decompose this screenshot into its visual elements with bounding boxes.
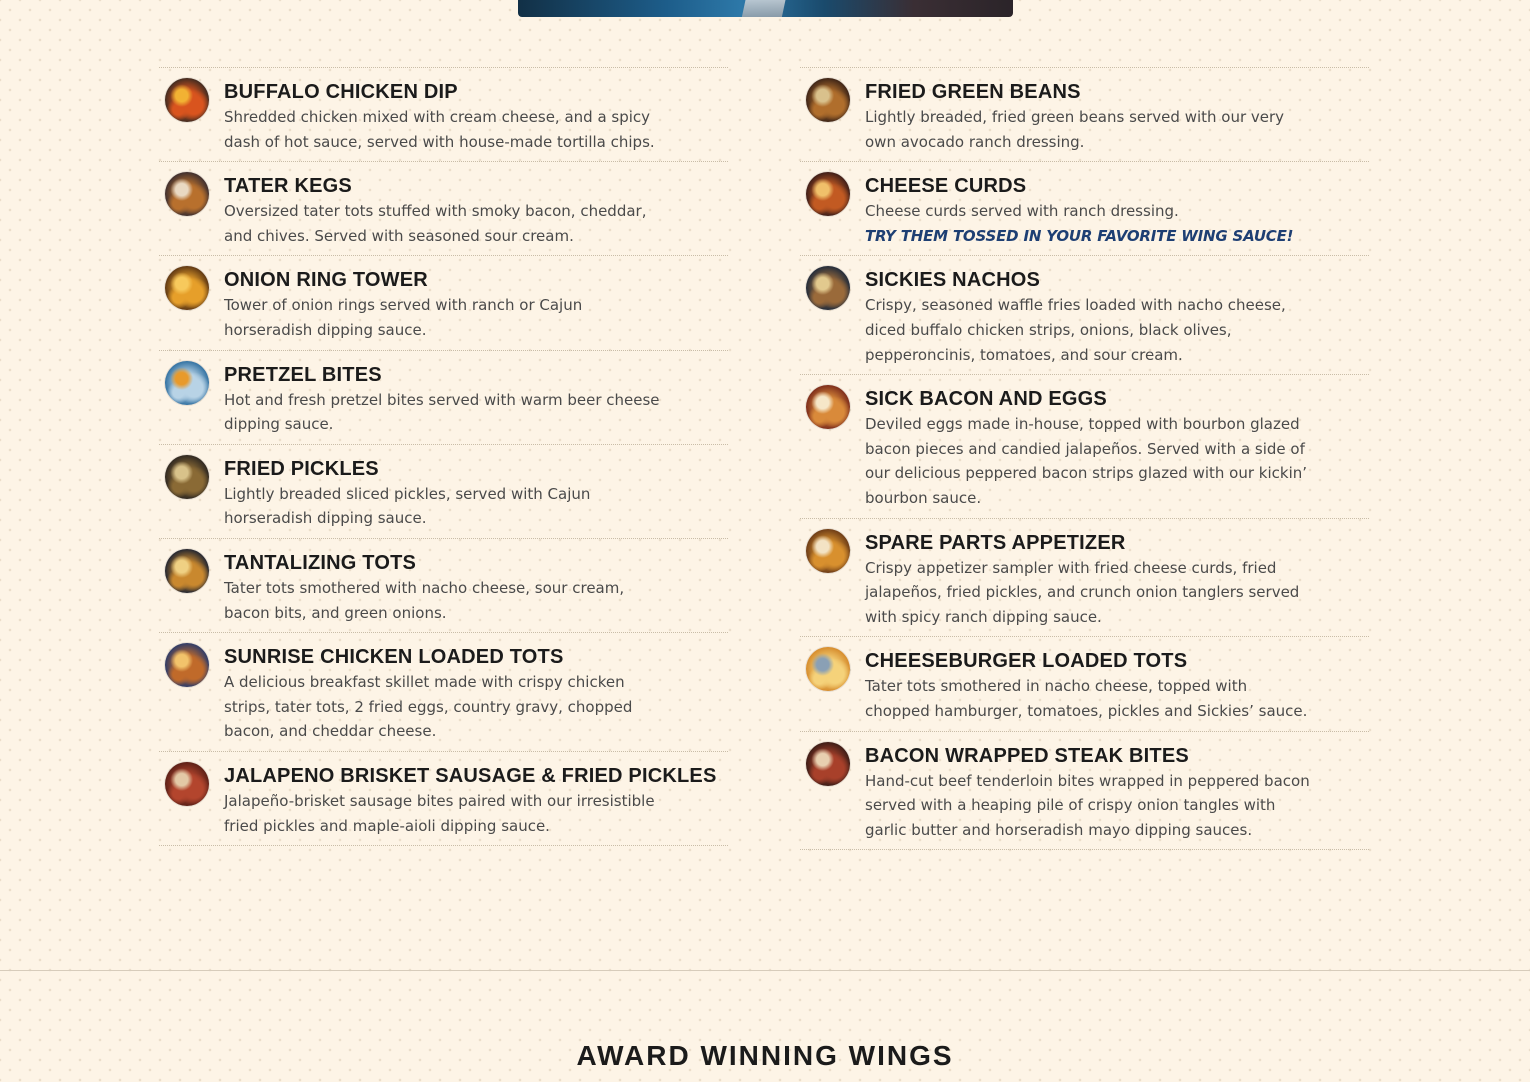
menu-item-bacon-wrapped-steak-bites <box>800 731 1369 851</box>
menu-item-description: Hot and fresh pretzel bites served with warm beer cheese dipping sauce. <box>224 390 660 434</box>
menu-item-title: BUFFALO CHICKEN DIP <box>224 81 458 103</box>
hero-photo <box>518 0 1013 17</box>
food-thumbnail-icon[interactable] <box>165 549 209 593</box>
menu-item-description: Shredded chicken mixed with cream cheese, and a spicy dash of hot sauce, served with house-made tortilla chips. <box>224 108 655 151</box>
menu-item-tater-kegs <box>159 161 728 255</box>
menu-item-fried-green-beans <box>800 67 1369 161</box>
menu-item-tantalizing-tots <box>159 538 728 632</box>
menu-item-title: BACON WRAPPED STEAK BITES <box>865 744 1189 767</box>
menu-item-title: FRIED PICKLES <box>224 457 379 480</box>
menu-item-sickies-nachos <box>800 255 1369 374</box>
food-thumbnail-icon[interactable] <box>806 529 850 573</box>
section-divider <box>0 970 1530 971</box>
menu-item-title: SUNRISE CHICKEN LOADED TOTS <box>224 646 564 669</box>
menu-item-description: Hand-cut beef tenderloin bites wrapped in peppered bacon served with a heaping pile of crispy onion tangles with garlic butter and horseradish mayo dipping sauces. <box>865 771 1310 839</box>
menu-item-title: CHEESEBURGER LOADED TOTS <box>865 650 1188 673</box>
menu-item-description: Crispy appetizer sampler with fried cheese curds, fried jalapeños, fried pickles, and crunch onion tanglers served with spicy ranch dipping sauce. <box>865 558 1300 626</box>
menu-item-jalapeno-brisket-sausage-and-fried-pickles <box>159 751 728 846</box>
menu-item-title: ONION RING TOWER <box>224 269 428 292</box>
menu-item-fried-pickles <box>159 444 728 538</box>
menu-item-sick-bacon-and-eggs <box>800 374 1369 517</box>
menu-item-description: Tater tots smothered in nacho cheese, topped with chopped hamburger, tomatoes, pickles and Sickies’ sauce. <box>865 677 1308 720</box>
menu-item-title: JALAPENO BRISKET SAUSAGE & FRIED PICKLES <box>224 764 717 787</box>
menu-item-description: Lightly breaded, fried green beans served with our very own avocado ranch dressing. <box>865 108 1285 151</box>
menu-column-right <box>800 67 1369 850</box>
menu-item-description: Oversized tater tots stuffed with smoky bacon, cheddar, and chives. Served with seasoned sour cream. <box>224 202 647 245</box>
food-thumbnail-icon[interactable] <box>165 762 209 806</box>
menu-item-title: TATER KEGS <box>224 175 352 198</box>
menu-item-cheese-curds <box>800 161 1369 255</box>
menu-item-buffalo-chicken-dip <box>159 67 728 161</box>
menu-item-pretzel-bites <box>159 350 728 444</box>
menu-item-onion-ring-tower <box>159 255 728 349</box>
food-thumbnail-icon[interactable] <box>806 647 850 691</box>
hero-photo-detail <box>742 0 786 17</box>
menu-item-description: Crispy, seasoned waffle fries loaded with nacho cheese, diced buffalo chicken strips, onions, black olives, pepperoncinis, tomatoes, and sour cream. <box>865 296 1286 364</box>
food-thumbnail-icon[interactable] <box>165 172 209 216</box>
section-heading-wings: AWARD WINNING WINGS <box>576 1040 954 1071</box>
menu-item-sunrise-chicken-loaded-tots <box>159 632 728 751</box>
menu-item-title: CHEESE CURDS <box>865 175 1027 198</box>
menu-item-description: Lightly breaded sliced pickles, served with Cajun horseradish dipping sauce. <box>224 484 591 528</box>
menu-item-spare-parts-appetizer <box>800 518 1369 637</box>
menu-item-description: Tower of onion rings served with ranch or Cajun horseradish dipping sauce. <box>224 296 583 339</box>
menu-item-title: TANTALIZING TOTS <box>224 551 417 574</box>
menu-item-note: TRY THEM TOSSED IN YOUR FAVORITE WING SAUCE! <box>865 226 1294 245</box>
menu-item-description: A delicious breakfast skillet made with crispy chicken strips, tater tots, 2 fried eggs, country gravy, chopped bacon, and cheddar cheese. <box>224 673 633 741</box>
menu-item-title: FRIED GREEN BEANS <box>865 81 1081 103</box>
menu-item-description: Tater tots smothered with nacho cheese, sour cream, bacon bits, and green onions. <box>224 578 625 622</box>
food-thumbnail-icon[interactable] <box>165 455 209 499</box>
food-thumbnail-icon[interactable] <box>165 361 209 405</box>
menu-item-title: SICK BACON AND EGGS <box>865 388 1107 411</box>
food-thumbnail-icon[interactable] <box>806 266 850 310</box>
menu-item-cheeseburger-loaded-tots <box>800 636 1369 730</box>
food-thumbnail-icon[interactable] <box>806 172 850 216</box>
menu-item-title: SICKIES NACHOS <box>865 269 1041 292</box>
menu-item-title: PRETZEL BITES <box>224 363 382 386</box>
menu-item-title: SPARE PARTS APPETIZER <box>865 531 1126 554</box>
menu-column-left <box>159 67 728 846</box>
food-thumbnail-icon[interactable] <box>165 643 209 687</box>
menu-item-description: Cheese curds served with ranch dressing. <box>865 202 1179 221</box>
food-thumbnail-icon[interactable] <box>806 742 850 786</box>
food-thumbnail-icon[interactable] <box>806 78 850 122</box>
food-thumbnail-icon[interactable] <box>165 266 209 310</box>
food-thumbnail-icon[interactable] <box>806 385 850 429</box>
menu-item-description: Deviled eggs made in-house, topped with bourbon glazed bacon pieces and candied jalapeños. Served with a side of our delicious peppered bacon strips glazed with our kickin’ bourbon sauce. <box>865 415 1308 507</box>
menu-item-description: Jalapeño-brisket sausage bites paired with our irresistible fried pickles and maple-aioli dipping sauce. <box>224 791 655 835</box>
food-thumbnail-icon[interactable] <box>165 78 209 122</box>
